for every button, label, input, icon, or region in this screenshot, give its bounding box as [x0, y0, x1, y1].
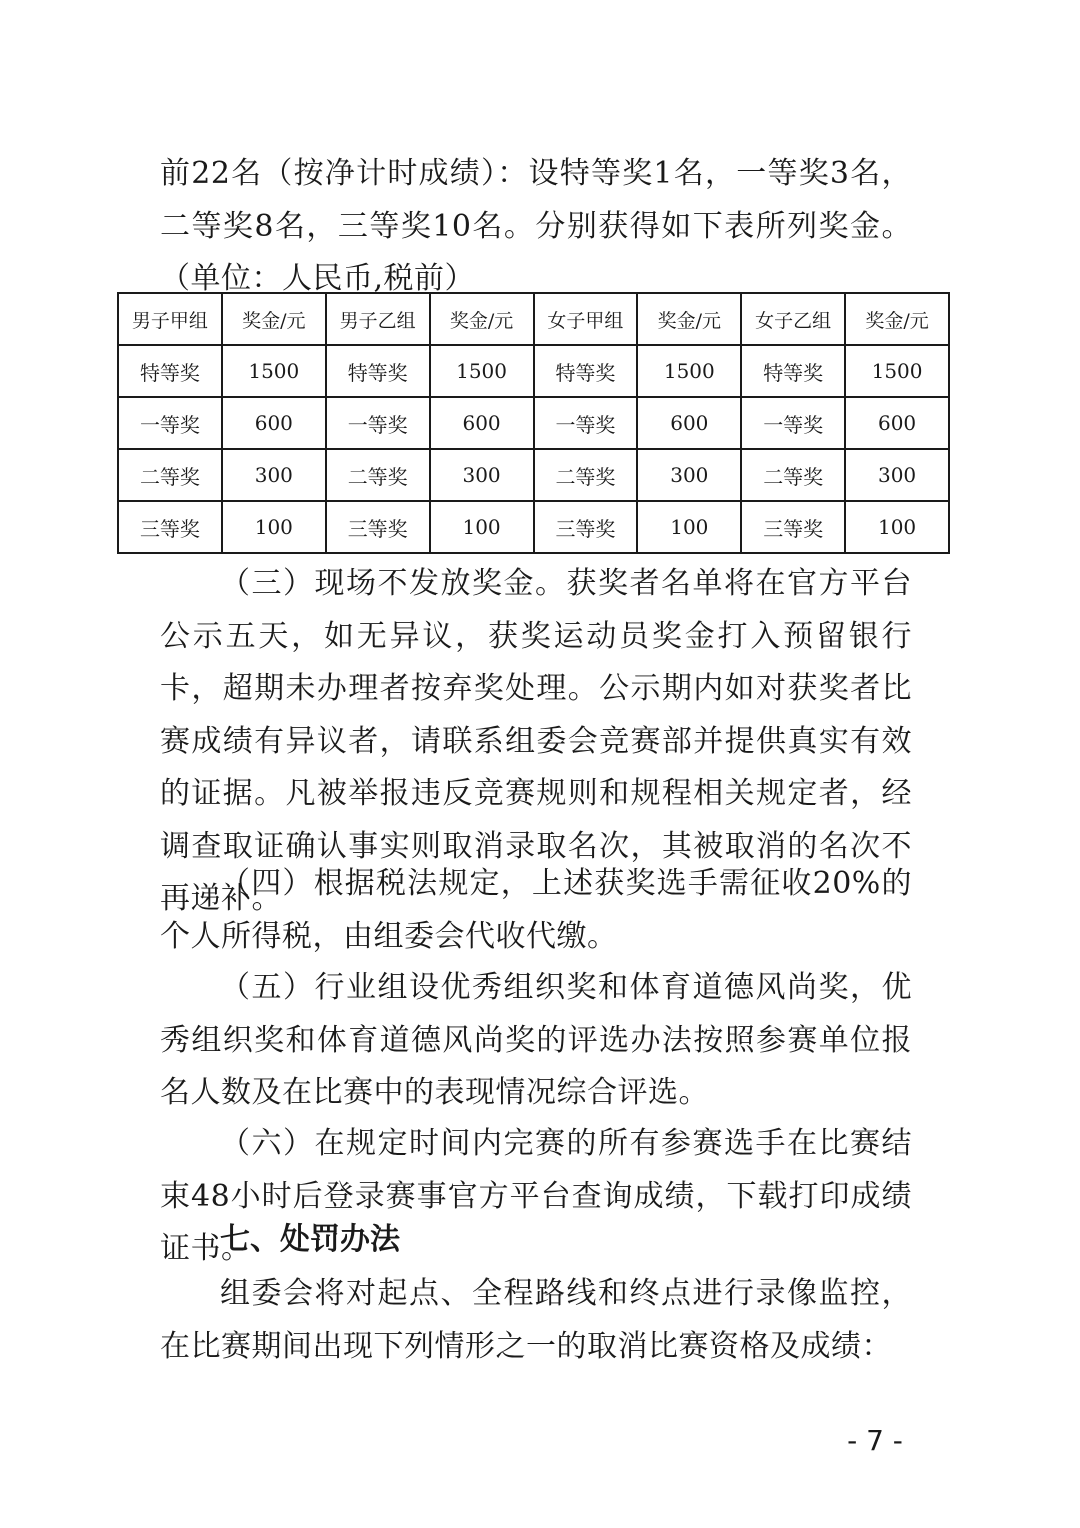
header-cell: 女子乙组	[741, 293, 845, 345]
table-cell: 300	[637, 449, 741, 501]
table-cell: 1500	[637, 345, 741, 397]
table-cell: 二等奖	[534, 449, 638, 501]
table-cell: 1500	[222, 345, 326, 397]
prize-table	[117, 292, 950, 554]
table-cell: 600	[430, 397, 534, 449]
table-cell: 100	[637, 501, 741, 553]
intro-paragraph: 前22名（按净计时成绩）：设特等奖1名，一等奖3名，二等奖8名，三等奖10名。分别获得如下表所列奖金。（单位：人民币,税前）	[160, 156, 912, 296]
table-cell: 特等奖	[326, 345, 430, 397]
table-cell: 三等奖	[326, 501, 430, 553]
table-cell: 600	[222, 397, 326, 449]
paragraph-six: （六）在规定时间内完赛的所有参赛选手在比赛结束48小时后登录赛事官方平台查询成绩，下载打印成绩证书。	[160, 1126, 912, 1266]
table-cell: 一等奖	[534, 397, 638, 449]
table-cell: 一等奖	[118, 397, 222, 449]
table-row	[118, 345, 949, 397]
table-cell: 600	[637, 397, 741, 449]
paragraph-three: （三）现场不发放奖金。获奖者名单将在官方平台公示五天，如无异议，获奖运动员奖金打入预留银行卡，超期未办理者按弃奖处理。公示期内如对获奖者比赛成绩有异议者，请联系组委会竞赛部并提供真实有效的证据。凡被举报违反竞赛规则和规程相关规定者，经调查取证确认事实则取消录取名次，其被取消的名次不再递补。	[160, 566, 912, 916]
header-cell: 奖金/元	[637, 293, 741, 345]
section-heading-penalties: 七、处罚办法	[220, 1222, 400, 1257]
page-number: - 7 -	[847, 1424, 903, 1457]
table-cell: 一等奖	[741, 397, 845, 449]
table-cell: 100	[222, 501, 326, 553]
table-cell: 二等奖	[118, 449, 222, 501]
table-cell: 100	[430, 501, 534, 553]
table-row	[118, 397, 949, 449]
table-row	[118, 501, 949, 553]
paragraph-seven: 组委会将对起点、全程路线和终点进行录像监控，在比赛期间出现下列情形之一的取消比赛资格及成绩：	[160, 1276, 912, 1364]
header-cell: 奖金/元	[845, 293, 949, 345]
table-cell: 三等奖	[118, 501, 222, 553]
table-row	[118, 449, 949, 501]
table-cell: 600	[845, 397, 949, 449]
table-cell: 300	[430, 449, 534, 501]
table-cell: 三等奖	[741, 501, 845, 553]
header-cell: 女子甲组	[534, 293, 638, 345]
table-header-row	[118, 293, 949, 345]
header-cell: 男子甲组	[118, 293, 222, 345]
table-cell: 一等奖	[326, 397, 430, 449]
table-cell: 300	[222, 449, 326, 501]
paragraph-five: （五）行业组设优秀组织奖和体育道德风尚奖，优秀组织奖和体育道德风尚奖的评选办法按照参赛单位报名人数及在比赛中的表现情况综合评选。	[160, 970, 912, 1110]
table-cell: 1500	[430, 345, 534, 397]
table-cell: 二等奖	[741, 449, 845, 501]
table-cell: 二等奖	[326, 449, 430, 501]
header-cell: 男子乙组	[326, 293, 430, 345]
header-cell: 奖金/元	[222, 293, 326, 345]
table-cell: 特等奖	[534, 345, 638, 397]
table-cell: 特等奖	[741, 345, 845, 397]
paragraph-four: （四）根据税法规定，上述获奖选手需征收20%的个人所得税，由组委会代收代缴。	[160, 866, 912, 954]
header-cell: 奖金/元	[430, 293, 534, 345]
table-cell: 1500	[845, 345, 949, 397]
table-cell: 100	[845, 501, 949, 553]
table-cell: 特等奖	[118, 345, 222, 397]
table-cell: 300	[845, 449, 949, 501]
table-cell: 三等奖	[534, 501, 638, 553]
